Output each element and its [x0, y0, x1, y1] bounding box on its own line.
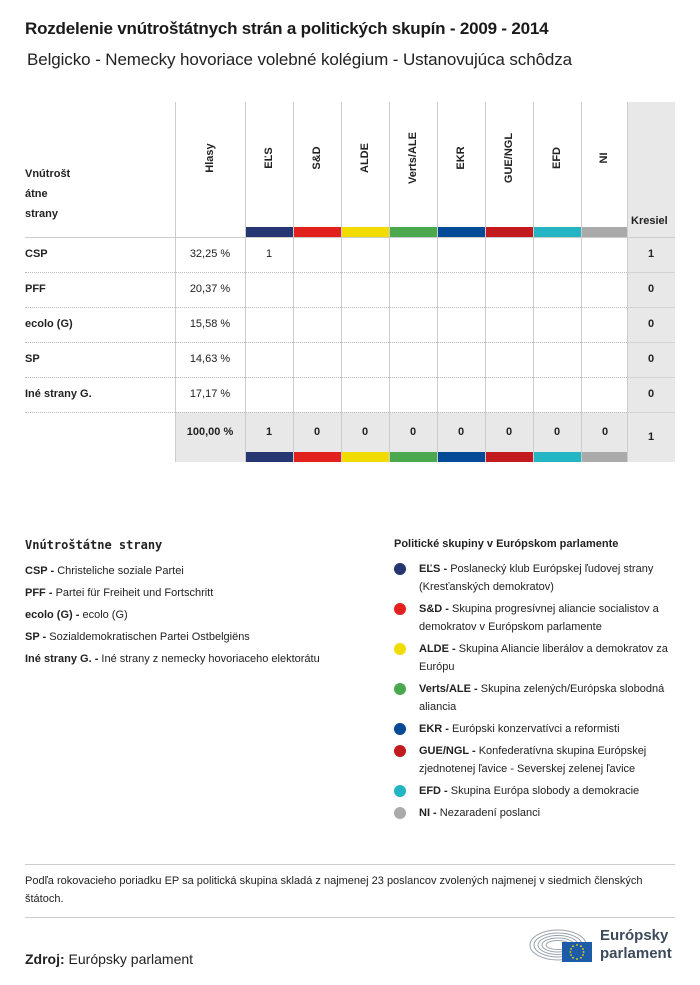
total-seats: 1: [647, 431, 655, 443]
party-name: SP: [25, 353, 40, 365]
group-legend-item: Verts/ALE - Skupina zelených/Európska slobodná aliancia: [394, 680, 684, 716]
group-color-bar: [246, 227, 293, 237]
column-divider: [627, 102, 628, 462]
party-name: PFF: [25, 283, 46, 295]
group-color-dot-icon: [394, 563, 406, 575]
group-color-bar: [246, 452, 293, 462]
group-color-bar: [486, 452, 533, 462]
column-divider: [245, 102, 246, 462]
total-group-seats: 0: [409, 426, 417, 438]
group-legend-item: NI - Nezaradení poslanci: [394, 804, 684, 822]
national-parties-header: Vnútrošt átne strany: [25, 168, 71, 220]
group-header-guengl: GUE/NGL: [503, 132, 515, 184]
distribution-table: [25, 102, 675, 464]
column-divider: [341, 102, 342, 462]
page-title: Rozdelenie vnútroštátnych strán a politických skupín - 2009 - 2014: [25, 19, 549, 38]
national-legend-title: Vnútroštátne strany: [25, 538, 163, 552]
column-divider: [389, 102, 390, 462]
column-divider: [533, 102, 534, 462]
page-subtitle: Belgicko - Nemecky hovoriace volebné kolégium - Ustanovujúca schôdza: [27, 50, 573, 69]
votes-header: Hlasy: [204, 143, 216, 173]
row-divider: [25, 307, 627, 308]
footnote: Podľa rokovacieho poriadku EP sa politická skupina skladá z najmenej 23 poslancov zvolených najmenej v siedmich členských štátoch.: [25, 875, 643, 905]
group-color-bar: [438, 452, 485, 462]
seats-header: Kresiel: [631, 215, 668, 227]
group-seats-value: 1: [265, 248, 273, 260]
total-group-seats: 0: [553, 426, 561, 438]
national-parties-legend: [25, 538, 320, 670]
party-name: Iné strany G.: [25, 388, 92, 400]
party-name: ecolo (G): [25, 318, 73, 330]
group-color-dot-icon: [394, 683, 406, 695]
group-color-bar: [390, 452, 437, 462]
party-name: CSP: [25, 248, 48, 260]
votes-value: 14,63 %: [189, 353, 231, 365]
group-color-bar: [294, 227, 341, 237]
national-party-legend-item: ecolo (G) - ecolo (G): [25, 609, 128, 621]
row-divider: [627, 377, 675, 378]
total-group-seats: 1: [265, 426, 273, 438]
group-header-ni: NI: [598, 152, 610, 164]
total-group-seats: 0: [601, 426, 609, 438]
row-divider: [627, 412, 675, 413]
row-divider: [25, 377, 627, 378]
european-parliament-logo: Európsky parlament: [528, 925, 678, 970]
group-legend-item: GUE/NGL - Konfederatívna skupina Európskej zjednotenej ľavice - Severskej zelenej ľavice: [394, 742, 684, 778]
divider: [25, 864, 675, 865]
group-legend-item: EĽS - Poslanecký klub Európskej ľudovej strany (Kresťanských demokratov): [394, 560, 684, 596]
group-color-bar: [438, 227, 485, 237]
seats-value: 0: [647, 318, 655, 330]
group-color-dot-icon: [394, 807, 406, 819]
total-votes: 100,00 %: [186, 426, 234, 438]
total-group-seats: 0: [505, 426, 513, 438]
group-header-ekr: EKR: [455, 146, 467, 170]
votes-value: 15,58 %: [189, 318, 231, 330]
group-color-bar: [294, 452, 341, 462]
total-group-seats: 0: [313, 426, 321, 438]
group-header-es: EĽS: [263, 147, 275, 169]
groups-legend-title: Politické skupiny v Európskom parlamente: [394, 538, 619, 550]
column-divider: [293, 102, 294, 462]
group-legend-item: ALDE - Skupina Aliancie liberálov a demokratov za Európu: [394, 640, 684, 676]
total-group-seats: 0: [361, 426, 369, 438]
column-divider: [437, 102, 438, 462]
divider: [25, 917, 675, 918]
row-divider: [25, 272, 627, 273]
row-divider: [627, 342, 675, 343]
column-divider: [175, 102, 176, 462]
source: Zdroj: Európsky parlament: [25, 951, 194, 967]
group-color-dot-icon: [394, 785, 406, 797]
national-party-legend-item: SP - Sozialdemokratischen Partei Ostbelgiëns: [25, 631, 250, 643]
group-color-bar: [390, 227, 437, 237]
header-divider: [25, 237, 675, 238]
national-party-legend-item: Iné strany G. - Iné strany z nemecky hovoriaceho elektorátu: [25, 653, 320, 665]
hemicycle-flag-icon: [528, 925, 596, 965]
group-color-dot-icon: [394, 745, 406, 757]
group-color-bar: [342, 227, 389, 237]
group-legend-item: S&D - Skupina progresívnej aliancie socialistov a demokratov v Európskom parlamente: [394, 600, 684, 636]
group-color-bar: [342, 452, 389, 462]
row-divider: [627, 272, 675, 273]
row-divider: [25, 342, 627, 343]
group-header-sd: S&D: [311, 146, 323, 170]
political-groups-legend: [394, 538, 684, 826]
group-color-bar: [486, 227, 533, 237]
national-party-legend-item: PFF - Partei für Freiheit und Fortschritt: [25, 587, 214, 599]
national-party-legend-item: CSP - Christeliche soziale Partei: [25, 565, 184, 577]
group-color-dot-icon: [394, 643, 406, 655]
seats-value: 0: [647, 388, 655, 400]
row-divider: [25, 412, 627, 413]
group-color-bar: [534, 452, 581, 462]
seats-value: 0: [647, 283, 655, 295]
group-header-efd: EFD: [551, 147, 563, 169]
group-color-dot-icon: [394, 723, 406, 735]
total-group-seats: 0: [457, 426, 465, 438]
seats-value: 0: [647, 353, 655, 365]
group-legend-item: EKR - Európski konzervatívci a reformisti: [394, 720, 684, 738]
row-divider: [627, 307, 675, 308]
votes-value: 20,37 %: [189, 283, 231, 295]
group-color-bar: [582, 452, 627, 462]
column-divider: [485, 102, 486, 462]
seats-value: 1: [647, 248, 655, 260]
group-header-alde: ALDE: [359, 143, 371, 173]
votes-value: 32,25 %: [189, 248, 231, 260]
votes-value: 17,17 %: [189, 388, 231, 400]
column-divider: [581, 102, 582, 462]
group-color-dot-icon: [394, 603, 406, 615]
group-color-bar: [534, 227, 581, 237]
seats-column-bg: [627, 102, 675, 462]
group-color-bar: [582, 227, 627, 237]
group-header-vertsale: Verts/ALE: [407, 132, 419, 184]
group-legend-item: EFD - Skupina Európa slobody a demokracie: [394, 782, 684, 800]
